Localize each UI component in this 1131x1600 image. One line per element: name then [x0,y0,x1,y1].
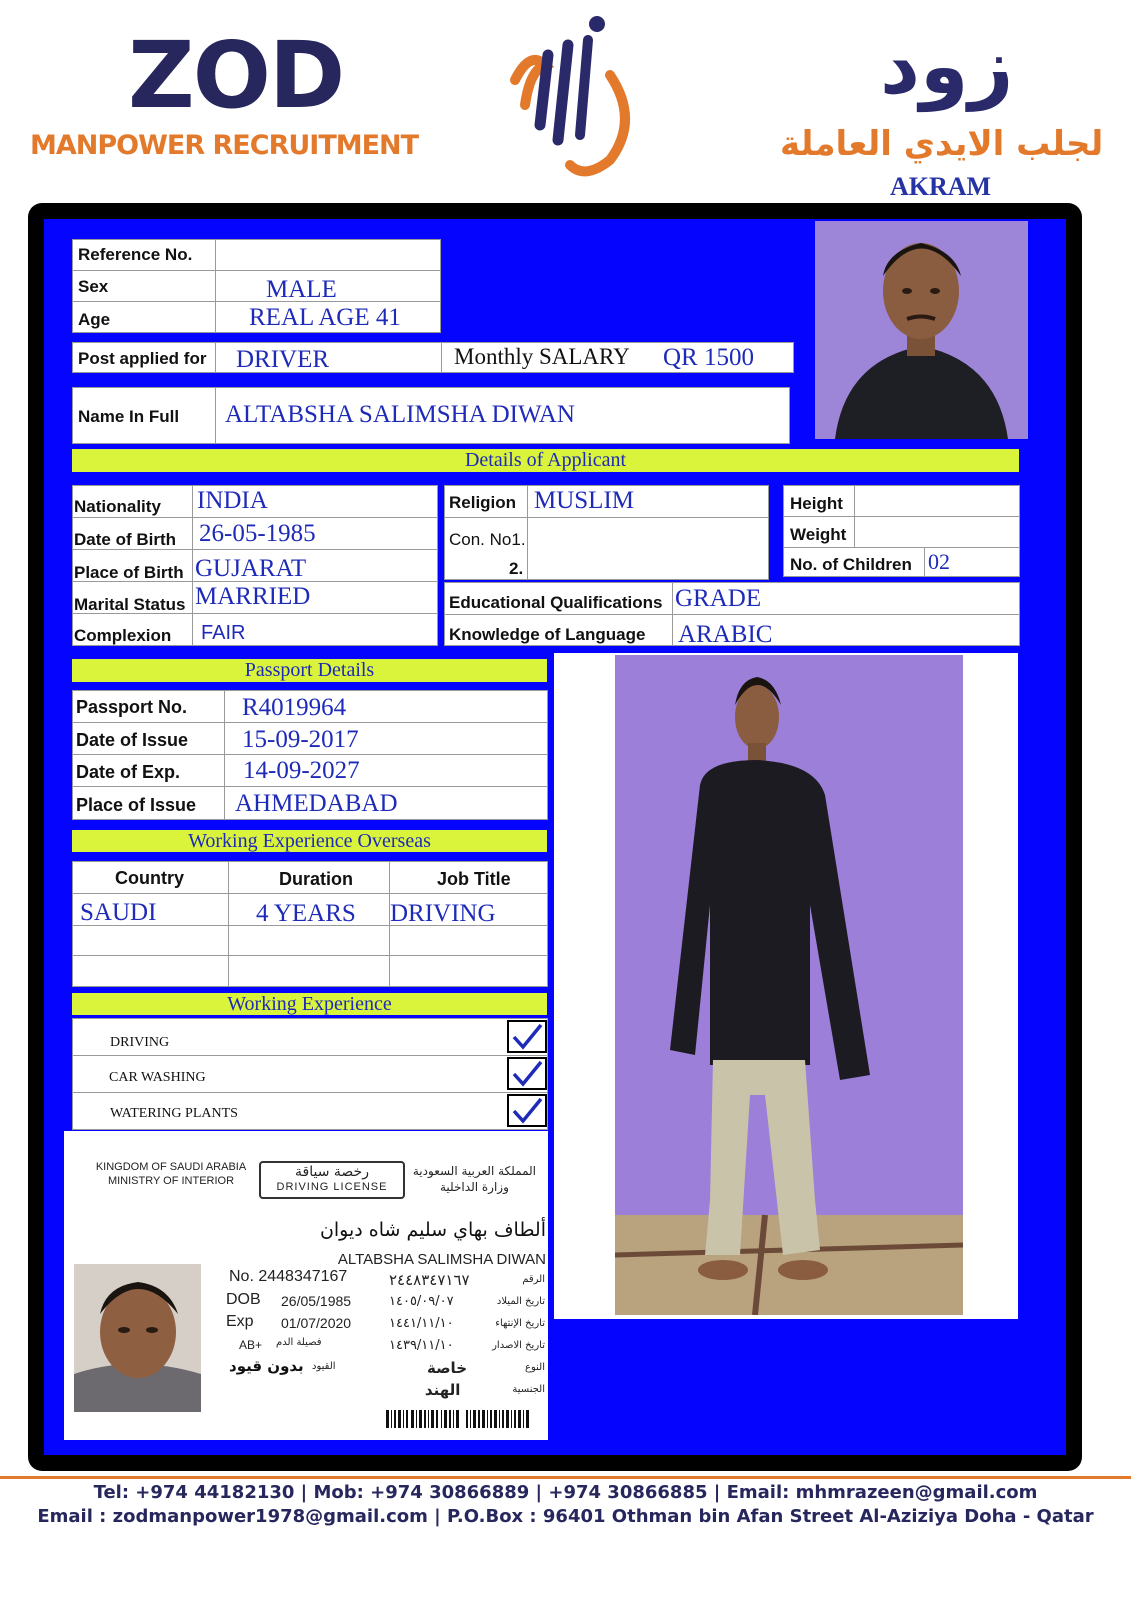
marital-value: MARRIED [195,583,311,610]
salary-value: QR 1500 [663,344,754,371]
overseas-duration-value: 4 YEARS [256,900,356,927]
license-no-ar: ٢٤٤٨٣٤٧١٦٧ [389,1271,470,1289]
license-name-en: ALTABSHA SALIMSHA DIWAN [337,1251,546,1268]
license-ministry-en: MINISTRY OF INTERIOR [107,1175,235,1187]
education-language-table [444,582,1020,646]
overseas-header-country: Country [115,868,184,888]
nationality-label: Nationality [74,497,161,516]
passport-title: Passport Details [72,659,547,682]
barcode-icon [386,1410,532,1428]
age-label: Age [78,310,111,329]
footer-address-line: Email : zodmanpower1978@gmail.com | P.O.Box : 96401 Othman bin Afan Street Al-Aziziya Doha - Qatar [37,1506,1094,1527]
basic-info-table [72,239,441,333]
license-type-ar-label: النوع [525,1362,545,1373]
complexion-label: Complexion [74,626,172,645]
license-title-en: DRIVING LICENSE [276,1181,388,1193]
exp-date-value: 14-09-2027 [243,757,360,784]
language-value: ARABIC [678,621,773,648]
marital-label: Marital Status [74,595,186,614]
overseas-header-duration: Duration [279,869,353,889]
post-label: Post applied for [78,349,207,368]
post-value: DRIVER [236,346,330,373]
education-value: GRADE [675,585,762,612]
experience-item-driving: DRIVING [110,1035,170,1050]
experience-table [72,1018,548,1130]
height-label: Height [790,494,843,513]
issue-date-value: 15-09-2017 [242,726,359,753]
brand-title: ZOD [128,22,344,129]
applicant-portrait [815,221,1028,439]
arabic-brand: زود [880,22,1014,112]
children-value: 02 [928,549,950,574]
license-name-ar: ألطاف بهاي سليم شاه ديوان [319,1219,546,1241]
details-title: Details of Applicant [72,449,1019,472]
overseas-title: Working Experience Overseas [72,830,547,852]
license-issue-ar-label: تاريخ الاصدار [492,1340,545,1351]
con2-label: 2. [509,559,524,578]
age-value: REAL AGE 41 [249,304,401,331]
license-issuer-ar [413,1163,536,1195]
con1-label: Con. No1. [449,530,526,549]
language-label: Knowledge of Language [449,625,646,644]
checkmark-icon [509,1059,545,1088]
children-label: No. of Children [790,555,912,574]
driving-license [64,1131,548,1440]
religion-label: Religion [449,493,517,512]
footer-rule [0,1476,1131,1479]
license-title-box [259,1161,405,1199]
license-country-en: KINGDOM OF SAUDI ARABIA [95,1161,247,1173]
agent-name: AKRAM [890,172,992,201]
license-number: No. 2448347167 [229,1268,348,1285]
license-arabic-fields [389,1269,545,1401]
place-issue-label: Place of Issue [76,795,197,815]
license-no-ar-label: الرقم [522,1274,545,1285]
overseas-table [72,861,548,987]
issue-date-label: Date of Issue [76,730,189,750]
license-title-ar: رخصة سياقة [295,1164,369,1180]
license-country-ar: المملكة العربية السعودية [412,1164,536,1178]
license-ministry-ar: وزارة الداخلية [439,1180,509,1194]
overseas-job-value: DRIVING [390,900,496,927]
physical-table [783,485,1020,577]
passport-table [72,690,548,820]
brand-subtitle: MANPOWER RECRUITMENT [30,130,419,161]
personal-details-table [72,485,438,646]
license-dob: 26/05/1985 [281,1293,352,1309]
experience-title: Working Experience [72,993,547,1015]
license-restrict-ar: بدون قيود [229,1357,304,1375]
name-row [72,387,790,444]
license-blood-ar-label: فصيلة الدم [276,1337,322,1348]
overseas-country-value: SAUDI [80,899,157,926]
license-issuer-en [91,1160,251,1188]
checkbox-car-washing[interactable] [507,1057,547,1090]
license-exp: 01/07/2020 [281,1315,352,1331]
pob-label: Place of Birth [74,563,184,582]
checkbox-watering[interactable] [507,1094,547,1127]
name-label: Name In Full [78,407,180,426]
complexion-value: FAIR [201,622,246,644]
footer-contact-line: Tel: +974 44182130 | Mob: +974 30866889 | +974 30866885 | Email: mhmrazeen@gmail.com [93,1482,1038,1503]
license-restrict-ar-label: القيود [312,1361,336,1372]
full-body-photo [615,655,963,1315]
license-nat-ar: الهند [424,1381,461,1399]
license-dob-ar-label: تاريخ الميلاد [496,1296,545,1307]
religion-value: MUSLIM [534,487,635,514]
pob-value: GUJARAT [195,555,307,582]
license-type-ar: خاصة [426,1359,468,1377]
zod-logo-icon [500,10,640,180]
experience-item-watering: WATERING PLANTS [110,1106,238,1121]
salary-label: Monthly SALARY [454,344,630,369]
dob-value: 26-05-1985 [199,520,316,547]
passport-no-label: Passport No. [76,697,188,717]
license-exp-ar-label: تاريخ الإنتهاء [495,1318,545,1329]
arabic-subtitle: لجلب الايدي العاملة [780,124,1104,164]
checkmark-icon [509,1096,545,1125]
passport-no-value: R4019964 [242,694,347,721]
license-exp-ar: ١٤٤١/١١/١٠ [389,1316,454,1331]
checkbox-driving[interactable] [507,1020,547,1053]
sex-value: MALE [266,276,337,303]
license-blood: AB+ [239,1338,263,1352]
license-issue-ar: ١٤٣٩/١١/١٠ [389,1338,454,1353]
religion-contact-table [444,485,769,580]
experience-item-car-washing: CAR WASHING [109,1070,206,1085]
education-label: Educational Qualifications [449,593,663,612]
overseas-header-job: Job Title [437,869,511,889]
license-exp-label: Exp [226,1313,254,1330]
license-nat-ar-label: الجنسية [512,1384,545,1395]
license-dob-ar: ١٤٠٥/٠٩/٠٧ [389,1294,454,1309]
exp-date-label: Date of Exp. [76,762,181,782]
license-dob-label: DOB [226,1291,261,1308]
license-photo [74,1264,201,1412]
post-salary-row [72,342,794,373]
place-issue-value: AHMEDABAD [235,790,398,817]
reference-label: Reference No. [78,245,193,264]
sex-label: Sex [78,277,109,296]
weight-label: Weight [790,525,847,544]
nationality-value: INDIA [197,487,268,514]
dob-label: Date of Birth [74,530,176,549]
name-value: ALTABSHA SALIMSHA DIWAN [225,401,575,428]
checkmark-icon [509,1022,545,1051]
